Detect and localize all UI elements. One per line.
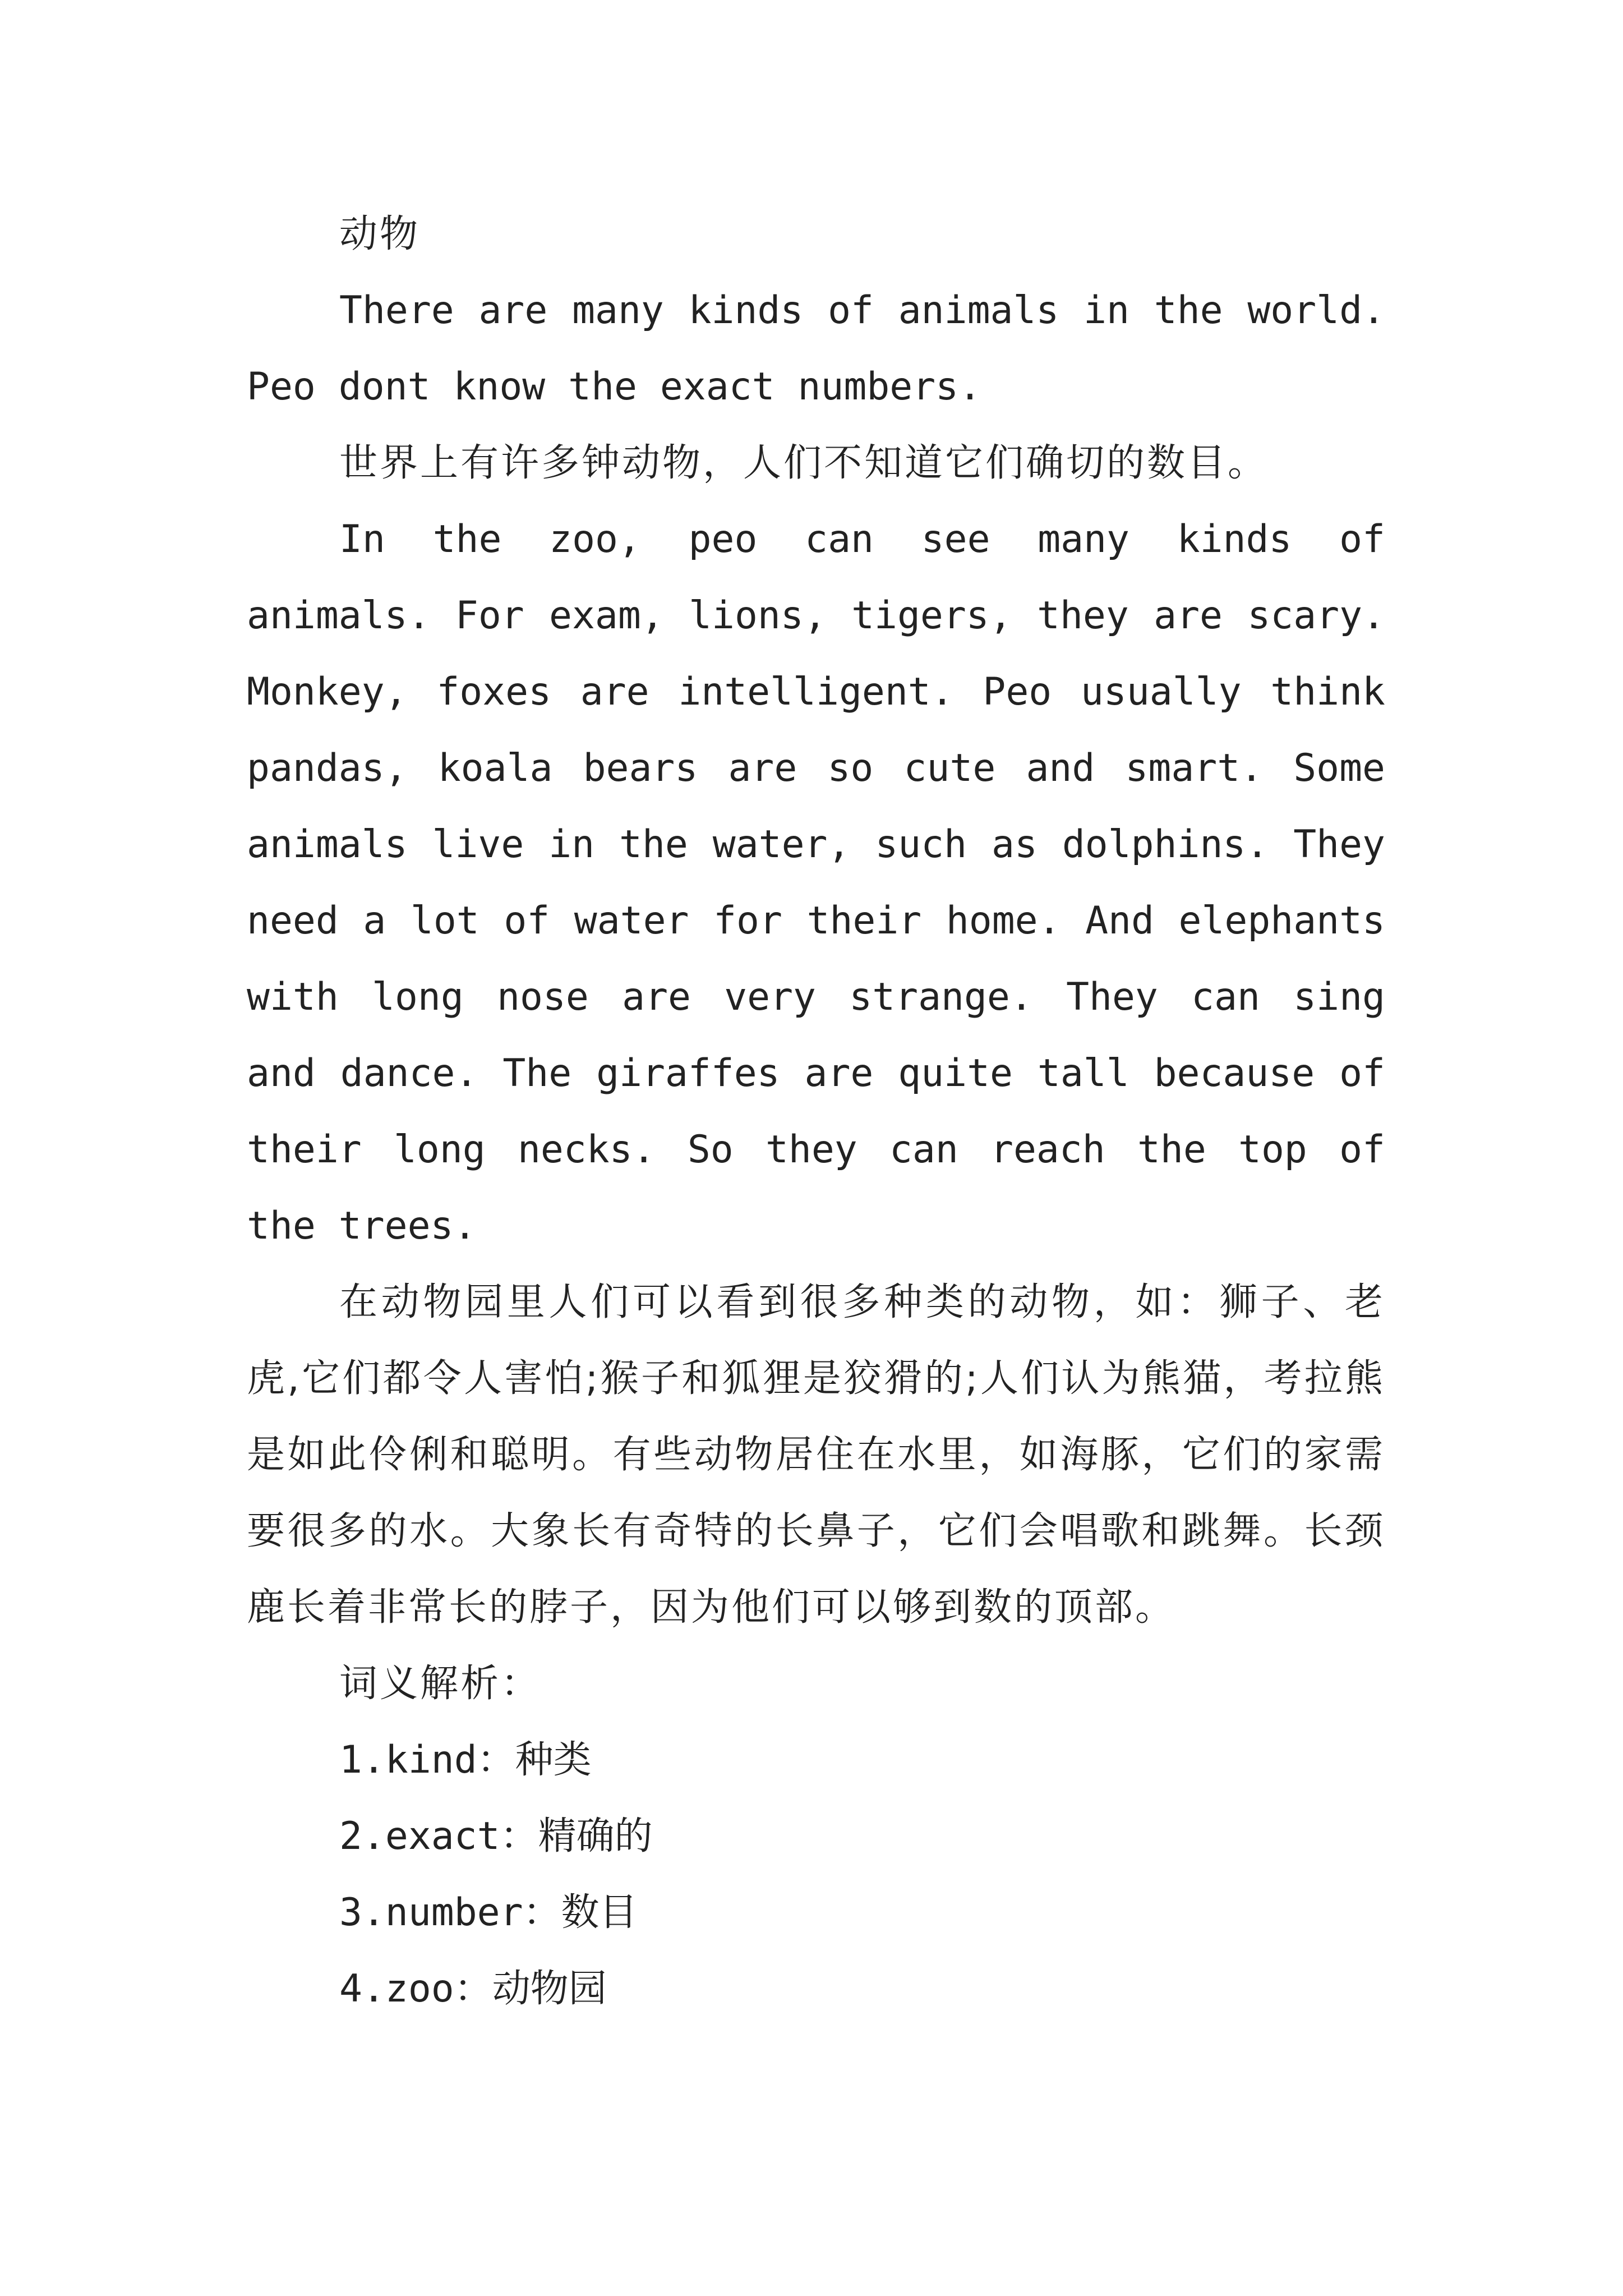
paragraph-english-2: In the zoo, peo can see many kinds of animals. For exam, lions, tigers, they are scary. Monkey, foxes are intelligent. Peo usually think pandas, koala bears are so cute and smart. Some animals live in the water, such as dolphins. They need a lot of water for their home. And elephants with long nose are very strange. They can sing and dance. The giraffes are quite tall because of their long necks. So they can reach the top of the trees. bbox=[247, 517, 1385, 1248]
glossary-item: 3.number：数目 bbox=[339, 1890, 638, 1935]
glossary-heading: 词义解析： bbox=[339, 1662, 542, 1706]
glossary-item: 2.exact：精确的 bbox=[339, 1814, 653, 1858]
document-body bbox=[247, 196, 1385, 2027]
paragraph-english-1: There are many kinds of animals in the world. Peo dont know the exact numbers. bbox=[247, 288, 1385, 409]
glossary-item: 4.zoo：动物园 bbox=[339, 1967, 607, 2011]
paragraph-chinese-2: 在动物园里人们可以看到很多种类的动物，如：狮子、老虎,它们都令人害怕;猴子和狐狸是狡猾的;人们认为熊猫，考拉熊是如此伶俐和聪明。有些动物居住在水里，如海豚，它们的家需要很多的水。大象长有奇特的长鼻子，它们会唱歌和跳舞。长颈鹿长着非常长的脖子，因为他们可以够到数的顶部。 bbox=[247, 1280, 1386, 1630]
document-title: 动物 bbox=[339, 212, 421, 256]
glossary-item: 1.kind：种类 bbox=[339, 1738, 592, 1782]
paragraph-chinese-1: 世界上有许多钟动物，人们不知道它们确切的数目。 bbox=[339, 441, 1269, 485]
